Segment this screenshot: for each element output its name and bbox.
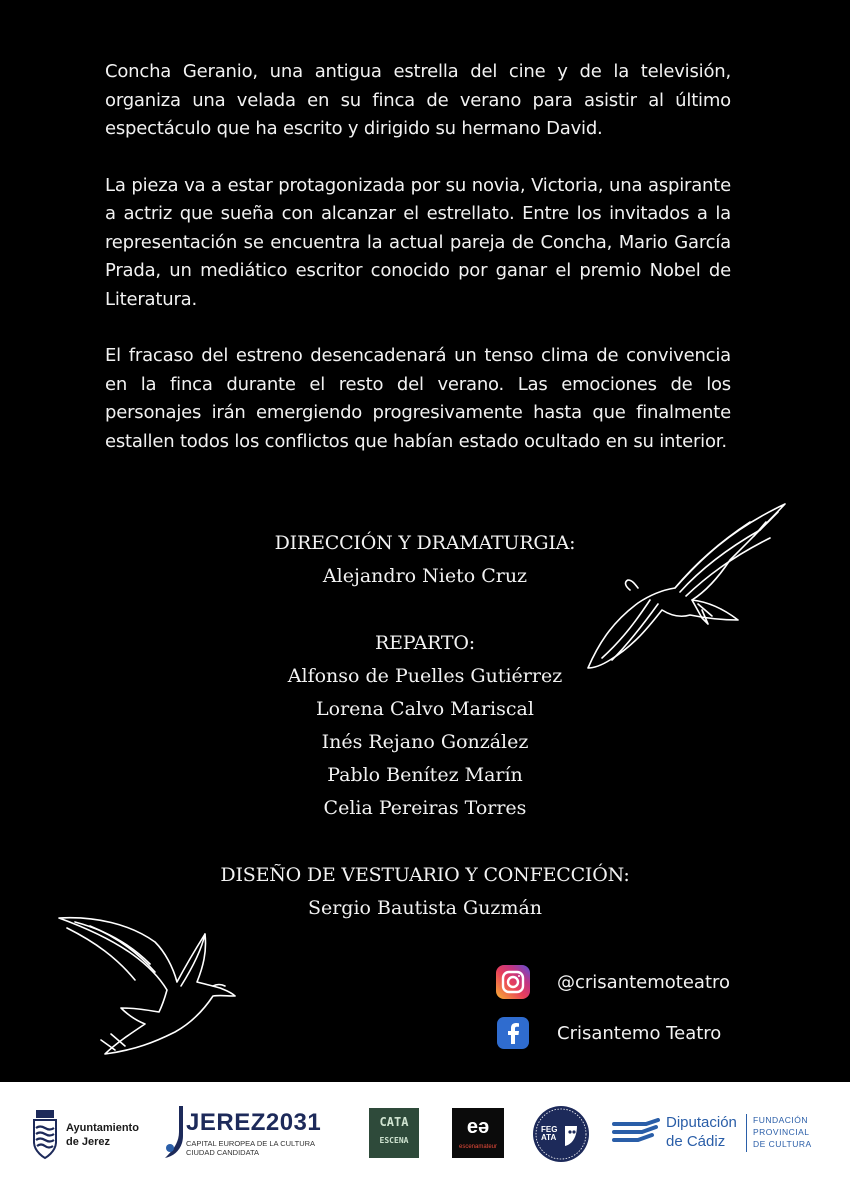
cast-member: Alfonso de Puelles Gutiérrez: [287, 665, 563, 687]
instagram-handle[interactable]: @crisantemoteatro: [557, 971, 731, 993]
ayuntamiento-jerez-logo: [30, 1108, 160, 1163]
fundacion-line-2: PROVINCIAL: [753, 1127, 810, 1137]
ayuntamiento-line-2: de Jerez: [66, 1136, 111, 1148]
instagram-icon: [496, 965, 530, 999]
jerez2031-mark-icon: [165, 1106, 183, 1158]
coat-of-arms-icon: [30, 1108, 60, 1160]
escenamateur-logo: [452, 1108, 504, 1158]
diputacion-cadiz-logo: [612, 1112, 822, 1162]
escenamateur-mark: eə: [466, 1116, 490, 1138]
cast-member: Inés Rejano González: [321, 731, 529, 753]
seagull-right-illustration: [580, 500, 790, 675]
costume-designer-name: Sergio Bautista Guzmán: [307, 897, 543, 919]
synopsis-paragraph-3: El fracaso del estreno desencadenará un tenso clima de convivencia en la finca durante el resto del verano. Las emociones de los personajes irán emergiendo progresivamente hasta que finalmente estallen todos los conflictos que habían estado ocultado en su interior.: [105, 345, 731, 452]
instagram-link[interactable]: [496, 965, 730, 999]
cast-member: Lorena Calvo Mariscal: [316, 698, 534, 720]
cata-escena-logo: [369, 1108, 419, 1158]
fegata-logo: [533, 1106, 589, 1162]
fundacion-line-3: DE CULTURA: [753, 1139, 812, 1149]
seagull-left-illustration: [55, 912, 240, 1057]
cast-heading: REPARTO:: [375, 632, 475, 654]
director-name: Alejandro Nieto Cruz: [322, 565, 528, 587]
jerez2031-logo: [165, 1106, 340, 1164]
costume-heading: DISEÑO DE VESTUARIO Y CONFECCIÓN:: [220, 864, 630, 886]
jerez2031-title: JEREZ2031: [186, 1109, 322, 1136]
diputacion-divider: [746, 1114, 747, 1152]
cast-member: Pablo Benítez Marín: [327, 764, 523, 786]
social-links: [496, 965, 730, 1067]
facebook-icon: [497, 1017, 529, 1049]
jerez2031-subtitle-2: CIUDAD CANDIDATA: [186, 1148, 260, 1157]
cata-line-1: CATA: [379, 1115, 409, 1129]
ayuntamiento-line-1: Ayuntamiento: [66, 1122, 139, 1134]
synopsis: [105, 58, 731, 484]
direction-heading: DIRECCIÓN Y DRAMATURGIA:: [274, 532, 576, 554]
cata-line-2: ESCENA: [379, 1136, 409, 1145]
diputacion-line-1: Diputación: [666, 1114, 737, 1131]
facebook-link[interactable]: [496, 1016, 730, 1050]
diputacion-line-2: de Cádiz: [666, 1133, 726, 1150]
synopsis-paragraph-2: La pieza va a estar protagonizada por su novia, Victoria, una aspirante a actriz que sueña con alcanzar el estrellato. Entre los invitados a la representación se encuentra la actual pareja de Concha, Mario García Prada, un mediático escritor conocido por ganar el premio Nobel de Literatura.: [105, 174, 731, 310]
fundacion-line-1: FUNDACIÓN: [753, 1115, 809, 1125]
diputacion-waves-icon: [612, 1118, 660, 1148]
fegata-text: FEGATA: [541, 1125, 558, 1142]
synopsis-paragraph-1: Concha Geranio, una antigua estrella del cine y de la televisión, organiza una velada en su finca de verano para asistir al último espectáculo que ha escrito y dirigido su hermano David.: [105, 61, 731, 139]
sponsor-footer: [0, 1082, 850, 1190]
jerez2031-subtitle-1: CAPITAL EUROPEA DE LA CULTURA: [186, 1139, 316, 1148]
escenamateur-text: escenamateur: [458, 1144, 498, 1150]
cast-member: Celia Pereiras Torres: [323, 797, 527, 819]
facebook-name[interactable]: Crisantemo Teatro: [557, 1022, 722, 1044]
